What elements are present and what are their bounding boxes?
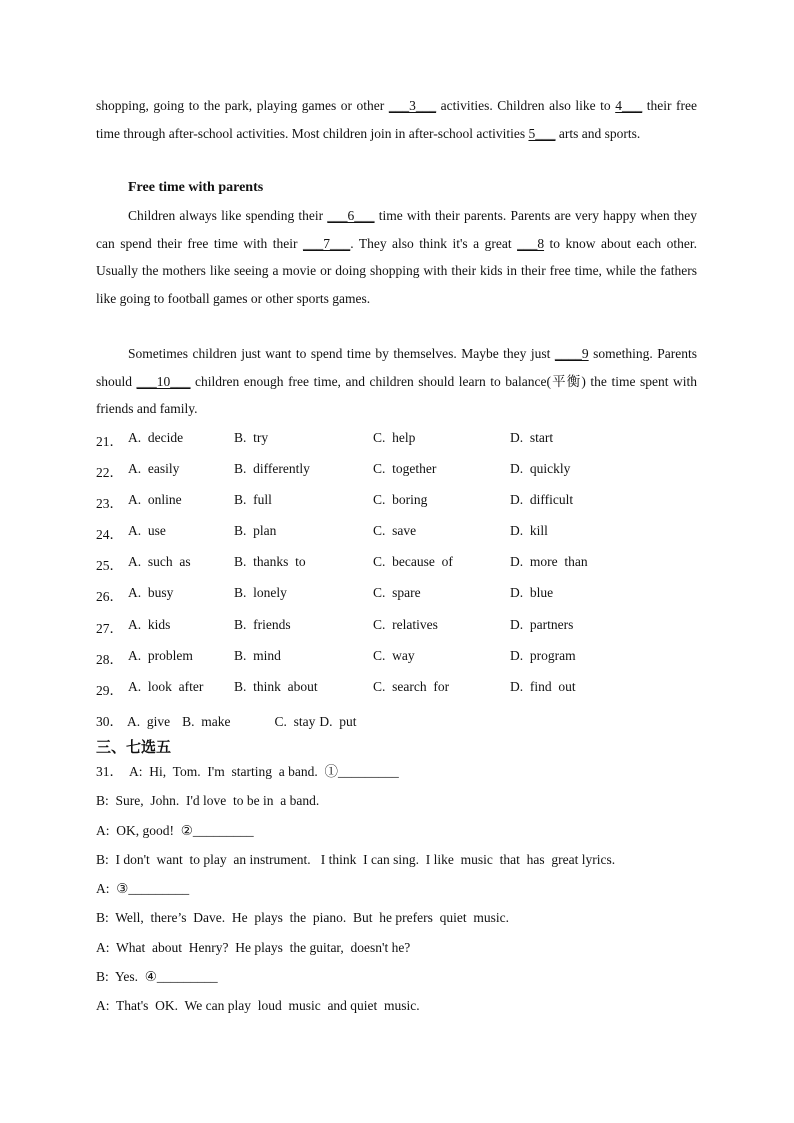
passage-text: Sometimes children just want to spend time by themselves. Maybe they just [128,346,555,361]
question-row [96,492,716,523]
passage-text: shopping, going to the park, playing games or other [96,98,389,113]
passage-text: activities. Children also like to [436,98,616,113]
option-d: D. kill [510,523,548,539]
passage-text: arts and sports. [555,125,641,141]
answer-blank: 4___ [615,98,643,113]
option-b: B. differently [234,461,310,477]
passage-text: to know about each other. Usually the mothers like seeing a movie or doing shopping with their kids in their free time, while the fathers like going to football games or other sports games. [96,235,698,306]
answer-blank: ___10___ [136,373,191,389]
question-number: 26． [96,589,123,605]
option-a: A. decide [128,430,184,445]
option-d: D. quickly [510,461,571,477]
option-c: C. together [373,461,437,477]
option-c: C. boring [373,492,428,508]
dialogue-line [96,962,615,991]
question-number: 27． [96,620,123,636]
question-number: 28． [96,651,123,667]
dialogue-blank: ②_________ [180,822,254,838]
dialogue-line [96,933,615,962]
passage-subheading: Free time with parents [128,180,264,195]
option-c: C. search for [373,678,450,694]
option-d: D. difficult [510,492,574,508]
option-a: A. problem [128,647,193,663]
option-d: D. find out [510,678,576,694]
dialogue-text: A: OK, good! [96,822,181,838]
question-number: 29． [96,682,123,698]
dialogue [96,757,615,1021]
answer-blank: ___7___ [302,235,351,251]
option-a: A. easily [128,461,180,477]
dialogue-text: B: Sure, John. I'd love to be in a band. [96,793,320,809]
option-c: C. way [373,647,415,663]
option-b: B. think about [234,678,318,694]
answer-blank: ___8 [517,235,545,251]
dialogue-text: B: I don't want to play an instrument. I think I can sing. I like music that has great lyrics. [96,851,616,867]
dialogue-line [96,874,615,903]
answer-options [96,430,716,741]
passage-text: Children always like spending their [128,208,328,223]
question-row [96,679,716,710]
dialogue-blank: ①_________ [324,764,399,779]
answer-blank: ___3___ [388,98,437,113]
option-d: D. put [319,713,357,729]
question-row [96,554,716,585]
option-c: C. because of [373,554,453,570]
option-c: C. spare [373,585,421,601]
dialogue-blank: ③_________ [116,881,190,897]
option-c: C. save [373,523,417,539]
option-b: B. plan [234,523,277,539]
option-c: C. stay [274,713,316,729]
question-row [96,523,716,554]
option-b: B. full [234,492,272,508]
option-d: D. partners [510,616,574,632]
question-number: 22． [96,465,123,481]
option-c: C. help [373,430,416,445]
question-row [96,648,716,679]
option-d: D. program [510,647,576,663]
question-row [96,617,716,648]
option-d: D. start [510,430,554,445]
question-row-30 [96,710,716,741]
option-b: B. try [234,430,269,445]
option-a: A. give [127,713,171,729]
question-number: 30． [96,713,123,729]
option-b: B. mind [234,647,281,663]
section-title: 三、七选五 [96,738,172,756]
option-a: A. kids [128,616,171,632]
option-d: D. more than [510,554,588,570]
passage-paragraph-1 [96,92,697,147]
option-a: A. use [128,523,166,539]
dialogue-line [96,991,615,1020]
question-number: 24． [96,527,123,543]
passage-text: their free time through after-school activities. Most children join in after-school activities [96,98,698,141]
dialogue-line [96,786,615,815]
passage-text: time with their parents. Parents are very happy when they can spend their free time with their [96,208,697,251]
option-b: B. lonely [234,585,287,601]
question-row [96,461,716,492]
question-row [96,585,716,616]
passage-text: children enough free time, and children should learn to balance(平衡) the time spent with friends and family. [96,373,697,417]
option-c: C. relatives [373,616,438,632]
dialogue-text: B: Yes. [96,969,145,985]
answer-blank: ___6___ [327,208,375,223]
option-a: A. online [128,492,182,508]
option-b: B. thanks to [234,554,306,570]
passage-paragraph-3 [96,340,697,423]
dialogue-line [96,903,615,932]
dialogue-line [96,816,615,845]
dialogue-text: A: That's OK. We can play loud music and quiet music. [96,998,420,1014]
question-number: 25． [96,558,123,574]
dialogue-text: A: [96,881,117,897]
question-number: 21． [96,434,123,449]
option-d: D. blue [510,585,554,601]
answer-blank: 5___ [528,125,556,141]
dialogue-line [96,845,615,874]
passage-text: . They also think it's a great [350,235,518,251]
passage-paragraph-2 [96,202,697,312]
dialogue-blank: ④_________ [144,969,218,985]
answer-blank: ____9 [554,346,589,361]
option-a: A. look after [128,678,204,694]
question-number: 23． [96,496,123,512]
dialogue-text: A: What about Henry? He plays the guitar, doesn't he? [96,939,411,955]
option-b: B. make [182,713,231,729]
option-a: A. such as [128,554,191,570]
option-b: B. friends [234,616,291,632]
passage-text: something. Parents should [96,346,697,389]
option-a: A. busy [128,585,174,601]
question-row [96,430,716,461]
dialogue-text: 31． A: Hi, Tom. I'm starting a band. [96,764,325,779]
dialogue-text: B: Well, there’s Dave. He plays the piano. But he prefers quiet music. [96,910,509,926]
dialogue-line [96,757,615,786]
